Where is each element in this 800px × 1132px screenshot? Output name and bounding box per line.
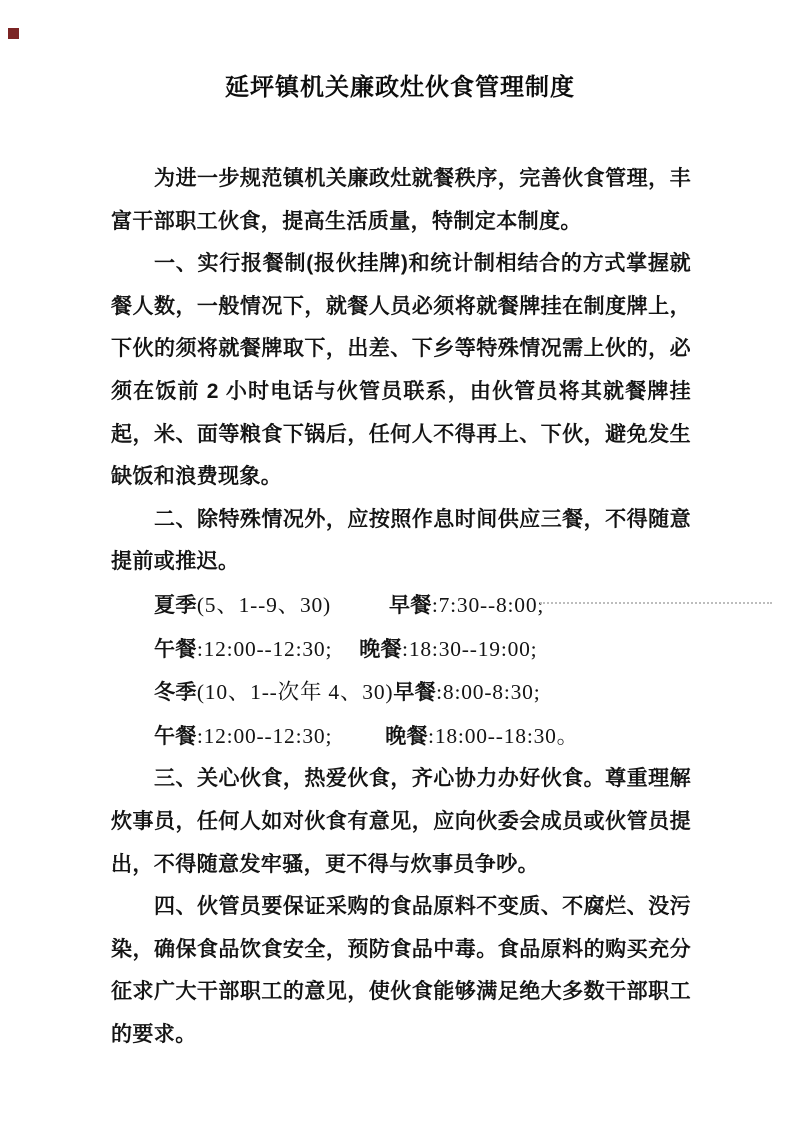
- winter-breakfast-time: :8:00-8:30;: [436, 680, 541, 705]
- winter-dinner-time: :18:00--18:30。: [428, 723, 579, 748]
- corner-marker-square: [8, 28, 19, 39]
- winter-season-label: 冬季: [154, 681, 197, 705]
- schedule-spacer: [331, 611, 389, 612]
- winter-breakfast-label: 早餐: [393, 681, 437, 705]
- document-title: 延坪镇机关廉政灶伙食管理制度: [225, 74, 575, 101]
- paragraph-intro: 为进一步规范镇机关廉政灶就餐秩序，完善伙食管理，丰富干部职工伙食，提高生活质量，特制定本制度。: [111, 167, 691, 233]
- paragraph-rule-2: 二、除特殊情况外，应按照作息时间供应三餐，不得随意提前或推迟。: [111, 507, 691, 574]
- summer-breakfast-label: 早餐: [389, 593, 432, 617]
- schedule-spacer: [332, 742, 385, 743]
- paragraph-rule-1: 一、实行报餐制(报伙挂牌)和统计制相结合的方式掌握就餐人数，一般情况下，就餐人员必须将就餐牌挂在制度牌上，下伙的须将就餐牌取下，出差、下乡等特殊情况需上伙的，必须在饭前 2 小时电话与伙管员联系，由伙管员将其就餐牌挂起，米、面等粮食下锅后，任何人不得再上、下伙，避免发生缺饭和浪费现象。: [111, 252, 691, 489]
- schedule-line-winter-meals: [111, 715, 691, 759]
- winter-lunch-time: :12:00--12:30;: [196, 723, 333, 748]
- winter-season-range: (10、1--次年 4、30): [196, 680, 394, 705]
- dotted-leader-line: [540, 602, 772, 604]
- winter-lunch-label: 午餐: [154, 724, 197, 748]
- schedule-line-summer: [111, 584, 691, 628]
- summer-breakfast-time: :7:30--8:00;: [431, 592, 545, 617]
- summer-dinner-label: 晚餐: [359, 637, 403, 661]
- paragraph-rule-3: 三、关心伙食，热爱伙食，齐心协力办好伙食。尊重理解炊事员，任何人如对伙食有意见，应向伙委会成员或伙管员提出，不得随意发牢骚，更不得与炊事员争吵。: [111, 767, 691, 876]
- summer-lunch-label: 午餐: [154, 637, 197, 661]
- summer-dinner-time: :18:30--19:00;: [402, 636, 538, 661]
- schedule-line-summer-meals: [111, 628, 691, 672]
- summer-season-range: (5、1--9、30): [196, 592, 332, 617]
- schedule-spacer: [332, 655, 359, 656]
- schedule-line-winter: [111, 671, 691, 715]
- summer-season-label: 夏季: [154, 593, 197, 617]
- paragraph-rule-4: 四、伙管员要保证采购的食品原料不变质、不腐烂、没污染，确保食品饮食安全，预防食品中毒。食品原料的购买充分征求广大干部职工的意见，使伙食能够满足绝大多数干部职工的要求。: [111, 895, 691, 1046]
- summer-lunch-time: :12:00--12:30;: [196, 636, 333, 661]
- winter-dinner-label: 晚餐: [385, 724, 429, 748]
- document-body: [111, 158, 691, 1056]
